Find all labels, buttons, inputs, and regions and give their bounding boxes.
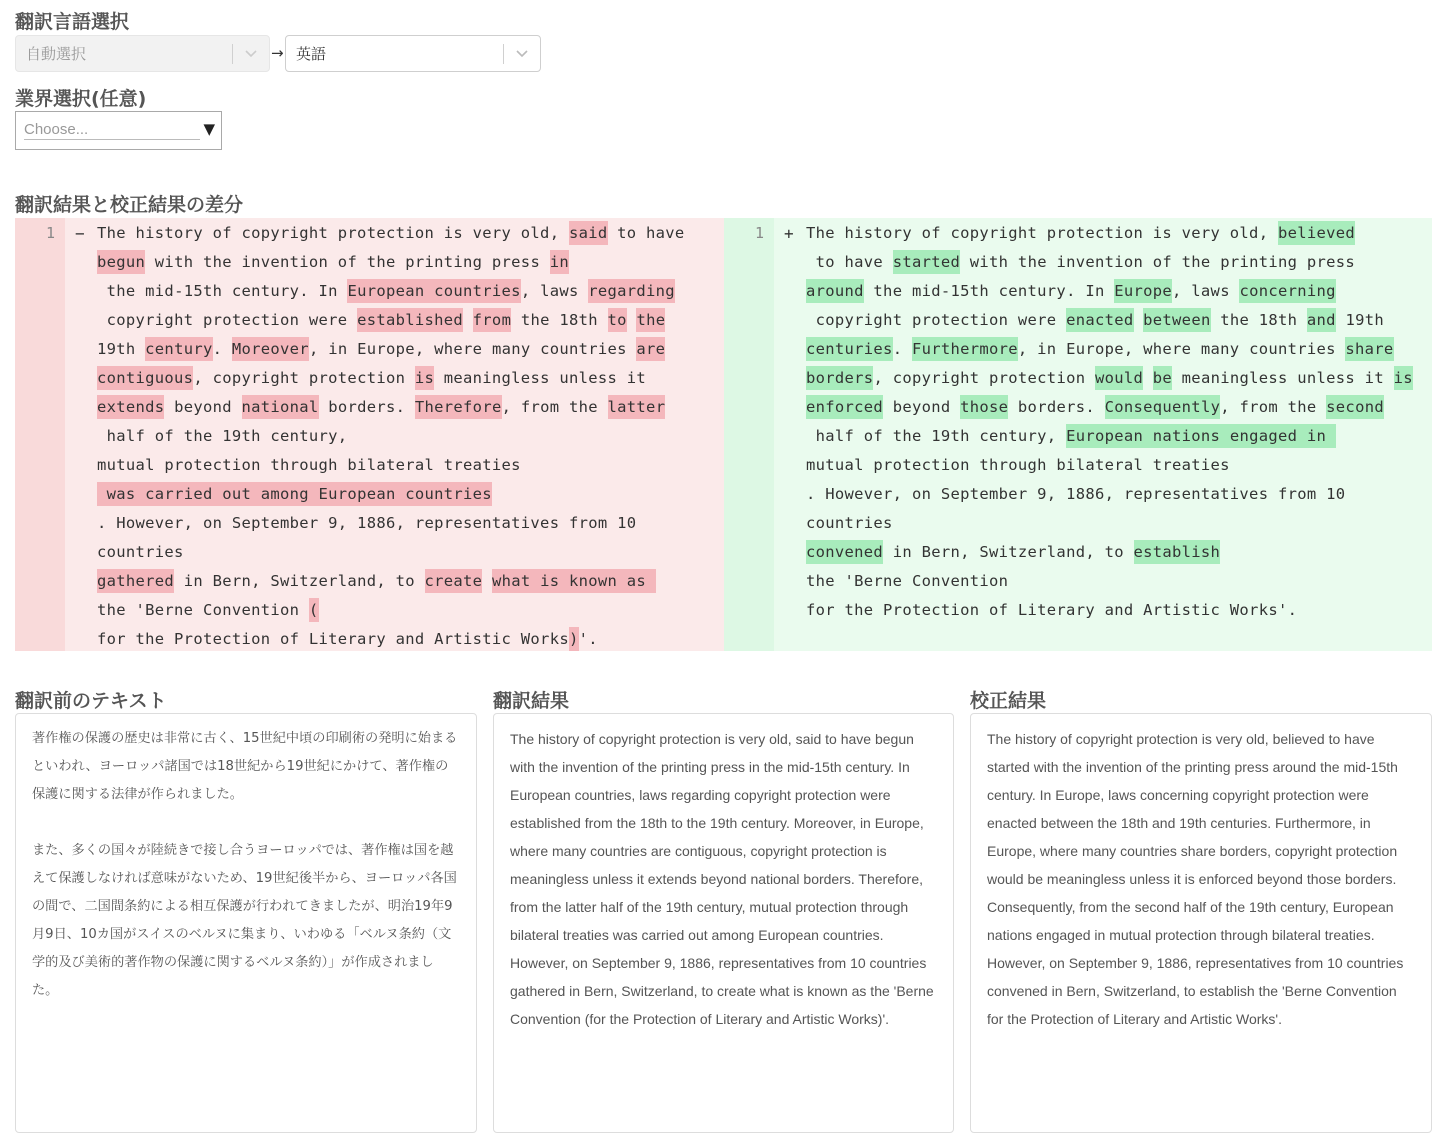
line-number: 1: [754, 224, 764, 242]
unchanged-segment: mutual protection through bilateral treaties . However, on September 9, 1886, representatives from 10 countries: [806, 456, 1346, 532]
unchanged-segment: the 18th: [511, 311, 608, 329]
deleted-segment: European countries: [347, 279, 520, 303]
inserted-segment: between: [1143, 308, 1210, 332]
inserted-segment: concerning: [1239, 279, 1335, 303]
unchanged-segment: half of the 19th century,: [815, 427, 1057, 445]
unchanged-segment: the mid-15th century. In: [106, 282, 338, 300]
deleted-segment: in: [550, 250, 569, 274]
inserted-segment: share: [1345, 337, 1393, 361]
industry-placeholder: Choose...: [24, 121, 200, 140]
industry-section-title: 業界選択(任意): [15, 88, 147, 110]
deleted-segment: begun: [97, 250, 145, 274]
unchanged-segment: the 'Berne Convention for the Protection of Literary and Artistic Works'.: [806, 572, 1298, 619]
deleted-segment: Moreover: [232, 337, 309, 361]
translation-text-area[interactable]: The history of copyright protection is very old, said to have begun with the invention of the printing press in the mid-15th century. In European countries, laws regarding copyright protection were established from the 18th to the 19th century. Moreover, in Europe, where many countries are contiguous, copyright protection is meaningless unless it extends beyond national borders. Therefore, from the latter half of the 19th century, mutual protection through bilateral treaties was carried out among European countries. However, on September 9, 1886, representatives from 10 countries gathered in Bern, Switzerland, to create what is known as the 'Berne Convention (for the Protection of Literary and Artistic Works)'.: [493, 713, 954, 1133]
unchanged-segment: with the invention of the printing press: [145, 253, 550, 271]
inserted-segment: is: [1394, 366, 1413, 390]
source-language-value: 自動選択: [26, 45, 87, 63]
unchanged-segment: [482, 569, 492, 593]
inserted-segment: European nations engaged in: [1066, 424, 1336, 448]
deleted-segment: was carried out among European countries: [97, 482, 492, 506]
chevron-down-icon: [504, 50, 540, 58]
inserted-segment: be: [1153, 366, 1172, 390]
deleted-segment: latter: [608, 395, 666, 419]
deleted-segment: is: [415, 366, 434, 390]
deleted-segment: regarding: [588, 279, 675, 303]
unchanged-segment: . However, on September 9, 1886, representatives from 10 countries: [97, 514, 637, 561]
unchanged-segment: borders.: [318, 398, 415, 416]
deleted-segment: century: [145, 337, 212, 361]
unchanged-segment: beyond: [883, 398, 961, 416]
unchanged-segment: .: [892, 340, 912, 358]
deleted-segment: ): [569, 627, 579, 651]
deleted-segment: Therefore: [415, 395, 502, 419]
unchanged-segment: half of the 19th century, mutual protection through bilateral treaties: [97, 427, 521, 474]
unchanged-segment: the mid-15th century. In: [863, 282, 1115, 300]
deleted-segment: gathered: [97, 569, 174, 593]
diff-gutter: [15, 218, 65, 651]
unchanged-segment: to have: [815, 253, 884, 271]
deleted-segment: are: [636, 337, 665, 361]
inserted-segment: Europe: [1114, 279, 1172, 303]
source-text-area[interactable]: 著作権の保護の歴史は非常に古く、15世紀中頃の印刷術の発明に始まるといわれ、ヨーロッパ諸国では18世紀から19世紀にかけて、著作権の保護に関する法律が作られました。 また、多くの国々が陸続きで接し合うヨーロッパでは、著作権は国を越えて保護しなければ意味がないため、19世紀後半から、ヨーロッパ各国の間で、二国間条約による相互保護が行われてきましたが、明治19年9月9日、10カ国がスイスのベルヌに集まり、いわゆる「ベルヌ条約（文学的及び美術的著作物の保護に関するベルヌ条約）」が作成されました。: [15, 713, 477, 1133]
diff-added-text: [806, 218, 1424, 625]
deleted-segment: established: [357, 308, 463, 332]
deleted-segment: said: [569, 221, 608, 245]
unchanged-segment: , copyright protection: [873, 369, 1095, 387]
unchanged-segment: copyright protection were: [106, 311, 348, 329]
source-text-title: 翻訳前のテキスト: [15, 690, 167, 712]
unchanged-segment: copyright protection were: [815, 311, 1057, 329]
unchanged-segment: .: [212, 340, 232, 358]
unchanged-segment: The history of copyright protection is very old,: [806, 224, 1278, 242]
unchanged-segment: borders.: [1008, 398, 1105, 416]
unchanged-segment: , in Europe, where many countries: [308, 340, 637, 358]
unchanged-segment: to have: [607, 224, 695, 242]
diff-gutter: [724, 218, 774, 651]
proofread-text-area[interactable]: The history of copyright protection is very old, believed to have started with the invention of the printing press around the mid-15th century. In Europe, laws concerning copyright protection were enacted between the 18th and 19th centuries. Furthermore, in Europe, where many countries share borders, copyright protection would be meaningless unless it is enforced beyond those borders. Consequently, from the second half of the 19th century, European nations engaged in mutual protection through bilateral treaties. However, on September 9, 1886, representatives from 10 countries convened in Bern, Switzerland, to establish the 'Berne Convention for the Protection of Literary and Artistic Works'.: [970, 713, 1432, 1133]
inserted-segment: around: [806, 279, 864, 303]
unchanged-segment: , laws: [1172, 282, 1240, 300]
inserted-segment: Furthermore: [912, 337, 1018, 361]
unchanged-segment: The history of copyright protection is very old,: [97, 224, 569, 242]
unchanged-segment: 19th: [97, 340, 136, 358]
unchanged-segment: , from the: [501, 398, 608, 416]
translation-title: 翻訳結果: [493, 690, 570, 712]
unchanged-segment: [1134, 308, 1144, 332]
diff-added-pane: [724, 218, 1432, 651]
unchanged-segment: 19th: [1345, 311, 1384, 329]
inserted-segment: enforced: [806, 395, 883, 419]
inserted-segment: second: [1326, 395, 1384, 419]
inserted-segment: enacted: [1066, 308, 1133, 332]
arrow-right-icon: →: [271, 44, 284, 62]
unchanged-segment: in Bern, Switzerland, to: [174, 572, 425, 590]
unchanged-segment: with the invention of the printing press: [969, 253, 1356, 271]
deleted-segment: create: [425, 569, 483, 593]
unchanged-segment: , copyright protection: [193, 369, 415, 387]
unchanged-segment: [463, 308, 473, 332]
inserted-segment: borders: [806, 366, 873, 390]
inserted-segment: those: [960, 395, 1008, 419]
unchanged-segment: '.: [578, 630, 598, 648]
proofread-title: 校正結果: [970, 690, 1047, 712]
unchanged-segment: , laws: [520, 282, 589, 300]
diff-section-title: 翻訳結果と校正結果の差分: [15, 194, 244, 216]
unchanged-segment: beyond: [164, 398, 242, 416]
diff-removed-pane: [15, 218, 724, 651]
inserted-segment: would: [1095, 366, 1143, 390]
source-language-select[interactable]: [15, 35, 270, 72]
chevron-down-icon: [233, 50, 269, 58]
inserted-segment: believed: [1278, 221, 1355, 245]
deleted-segment: what is known as: [492, 569, 656, 593]
inserted-segment: started: [893, 250, 960, 274]
diff-removed-text: [97, 218, 716, 654]
unchanged-segment: the 'Berne Convention: [97, 601, 300, 619]
inserted-segment: centuries: [806, 337, 893, 361]
language-section-title: 翻訳言語選択: [15, 11, 130, 33]
inserted-segment: Consequently: [1105, 395, 1221, 419]
target-language-select[interactable]: [285, 35, 541, 72]
deleted-segment: (: [309, 598, 319, 622]
unchanged-segment: for the Protection of Literary and Artistic Works: [97, 630, 569, 648]
inserted-segment: convened: [806, 540, 883, 564]
minus-icon: −: [75, 224, 85, 243]
unchanged-segment: , from the: [1220, 398, 1327, 416]
deleted-segment: from: [473, 308, 512, 332]
inserted-segment: establish: [1134, 540, 1221, 564]
plus-icon: +: [784, 224, 794, 243]
unchanged-segment: [1143, 366, 1153, 390]
deleted-segment: the: [636, 308, 665, 332]
deleted-segment: national: [242, 395, 319, 419]
deleted-segment: contiguous: [97, 366, 193, 390]
industry-select[interactable]: [15, 111, 222, 150]
deleted-segment: to: [608, 308, 627, 332]
unchanged-segment: meaningless unless it: [1172, 369, 1394, 387]
unchanged-segment: , in Europe, where many countries: [1017, 340, 1346, 358]
unchanged-segment: meaningless unless it: [443, 369, 647, 387]
unchanged-segment: the 18th: [1210, 311, 1307, 329]
unchanged-segment: in Bern, Switzerland, to: [883, 543, 1134, 561]
line-number: 1: [45, 224, 55, 242]
inserted-segment: and: [1307, 308, 1336, 332]
unchanged-segment: [627, 308, 637, 332]
target-language-value: 英語: [296, 45, 327, 63]
deleted-segment: extends: [97, 395, 164, 419]
caret-down-icon: ▼: [203, 120, 215, 138]
